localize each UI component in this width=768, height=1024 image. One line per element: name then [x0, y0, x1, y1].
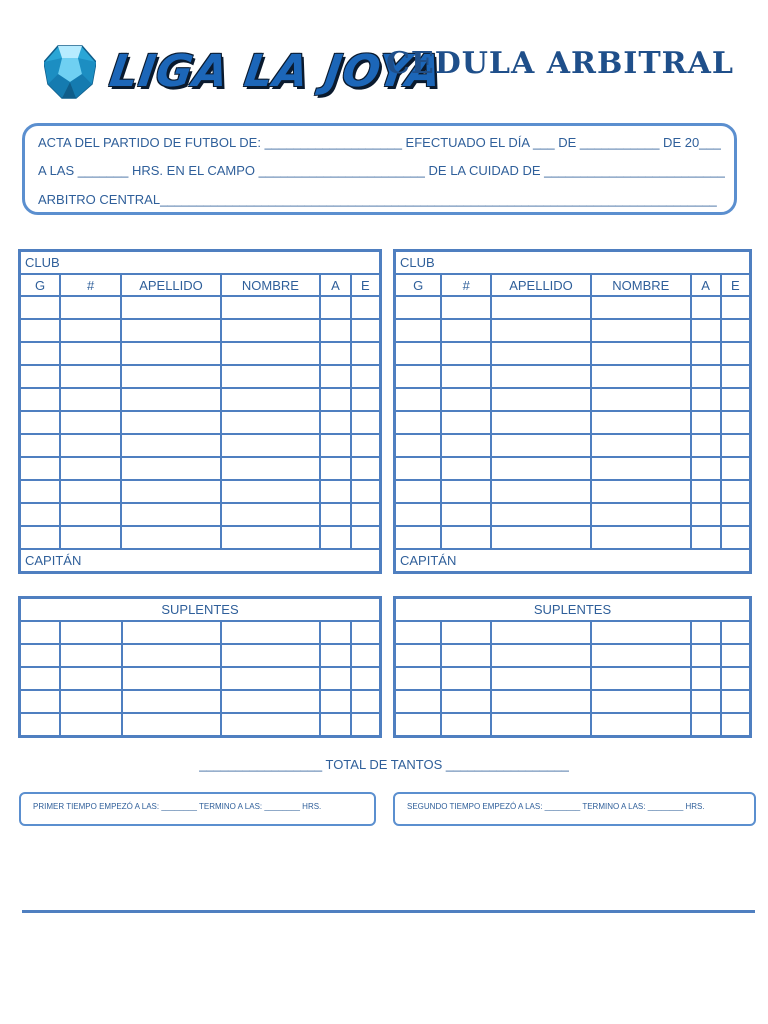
table-cell[interactable]	[320, 388, 351, 411]
table-cell[interactable]	[441, 388, 491, 411]
table-row	[395, 526, 751, 549]
table-cell[interactable]	[491, 319, 591, 342]
table-cell[interactable]	[591, 342, 691, 365]
table-cell[interactable]	[441, 434, 491, 457]
table-row	[20, 621, 381, 644]
table-cell[interactable]	[721, 667, 751, 690]
col-header-g: G	[395, 274, 442, 296]
col-header-apellido: APELLIDO	[491, 274, 591, 296]
table-cell[interactable]	[351, 480, 381, 503]
table-cell[interactable]	[691, 480, 721, 503]
table-cell[interactable]	[395, 342, 442, 365]
table-row	[20, 503, 381, 526]
table-cell[interactable]	[691, 434, 721, 457]
table-cell[interactable]	[591, 388, 691, 411]
table-row	[20, 411, 381, 434]
table-cell[interactable]	[721, 503, 751, 526]
table-cell[interactable]	[395, 526, 442, 549]
table-row	[20, 713, 381, 737]
table-cell[interactable]	[351, 434, 381, 457]
table-cell[interactable]	[395, 621, 442, 644]
table-cell[interactable]	[721, 319, 751, 342]
table-cell[interactable]	[221, 667, 320, 690]
table-cell[interactable]	[121, 319, 220, 342]
diamond-logo-icon	[44, 44, 96, 100]
table-cell[interactable]	[591, 296, 691, 319]
table-cell[interactable]	[320, 644, 351, 667]
table-cell[interactable]	[591, 644, 691, 667]
table-cell[interactable]	[320, 319, 351, 342]
table-cell[interactable]	[721, 296, 751, 319]
table-cell[interactable]	[491, 621, 591, 644]
table-cell[interactable]	[351, 713, 381, 737]
table-row	[395, 667, 751, 690]
table-cell[interactable]	[20, 644, 61, 667]
table-row	[20, 644, 381, 667]
table-cell[interactable]	[591, 667, 691, 690]
table-cell[interactable]	[320, 713, 351, 737]
table-cell[interactable]	[691, 388, 721, 411]
table-cell[interactable]	[121, 411, 220, 434]
table-cell[interactable]	[221, 713, 320, 737]
table-cell[interactable]	[591, 457, 691, 480]
table-cell[interactable]	[591, 480, 691, 503]
table-cell[interactable]	[395, 690, 442, 713]
table-cell[interactable]	[491, 365, 591, 388]
table-cell[interactable]	[121, 388, 220, 411]
table-cell[interactable]	[491, 690, 591, 713]
table-cell[interactable]	[20, 296, 61, 319]
table-cell[interactable]	[691, 667, 721, 690]
table-cell[interactable]	[441, 644, 491, 667]
table-cell[interactable]	[60, 667, 121, 690]
table-row	[395, 434, 751, 457]
table-cell[interactable]	[721, 365, 751, 388]
table-row	[395, 503, 751, 526]
table-cell[interactable]	[122, 690, 221, 713]
table-cell[interactable]	[395, 667, 442, 690]
table-cell[interactable]	[491, 644, 591, 667]
table-cell[interactable]	[122, 713, 221, 737]
table-row	[395, 319, 751, 342]
table-row	[20, 667, 381, 690]
table-cell[interactable]	[60, 526, 121, 549]
table-cell[interactable]	[395, 365, 442, 388]
table-cell[interactable]	[60, 365, 121, 388]
table-cell[interactable]	[320, 690, 351, 713]
table-cell[interactable]	[20, 667, 61, 690]
table-cell[interactable]	[691, 411, 721, 434]
table-cell[interactable]	[60, 480, 121, 503]
table-cell[interactable]	[20, 411, 61, 434]
table-cell[interactable]	[351, 365, 381, 388]
table-row	[20, 457, 381, 480]
table-cell[interactable]	[351, 690, 381, 713]
table-cell[interactable]	[691, 690, 721, 713]
table-row	[395, 457, 751, 480]
table-cell[interactable]	[320, 667, 351, 690]
table-cell[interactable]	[441, 480, 491, 503]
table-cell[interactable]	[691, 526, 721, 549]
table-cell[interactable]	[691, 644, 721, 667]
table-cell[interactable]	[320, 296, 351, 319]
signature-divider	[22, 910, 755, 913]
table-cell[interactable]	[20, 503, 61, 526]
table-cell[interactable]	[591, 526, 691, 549]
table-cell[interactable]	[20, 690, 61, 713]
table-cell[interactable]	[20, 457, 61, 480]
subs-title: SUPLENTES	[395, 598, 751, 622]
table-cell[interactable]	[121, 503, 220, 526]
table-cell[interactable]	[491, 411, 591, 434]
table-cell[interactable]	[221, 526, 320, 549]
table-cell[interactable]	[60, 434, 121, 457]
table-row	[20, 480, 381, 503]
table-cell[interactable]	[60, 644, 121, 667]
table-cell[interactable]	[351, 388, 381, 411]
col-header-number: #	[60, 274, 121, 296]
table-cell[interactable]	[221, 296, 320, 319]
table-cell[interactable]	[121, 480, 220, 503]
table-cell[interactable]	[721, 388, 751, 411]
table-cell[interactable]	[691, 713, 721, 737]
table-cell[interactable]	[351, 411, 381, 434]
table-cell[interactable]	[491, 503, 591, 526]
table-cell[interactable]	[351, 644, 381, 667]
table-cell[interactable]	[441, 342, 491, 365]
table-cell[interactable]	[20, 388, 61, 411]
table-cell[interactable]	[221, 644, 320, 667]
table-cell[interactable]	[221, 342, 320, 365]
table-row	[20, 342, 381, 365]
table-row	[395, 342, 751, 365]
table-cell[interactable]	[491, 388, 591, 411]
table-cell[interactable]	[121, 457, 220, 480]
table-cell[interactable]	[591, 713, 691, 737]
table-cell[interactable]	[60, 621, 121, 644]
table-cell[interactable]	[395, 296, 442, 319]
table-cell[interactable]	[691, 319, 721, 342]
captain-label: CAPITÁN	[395, 549, 751, 573]
table-cell[interactable]	[395, 434, 442, 457]
table-cell[interactable]	[591, 690, 691, 713]
table-cell[interactable]	[351, 503, 381, 526]
table-cell[interactable]	[591, 365, 691, 388]
table-cell[interactable]	[320, 480, 351, 503]
league-logo-text: LIGA LA JOYA	[106, 46, 446, 97]
table-row	[20, 365, 381, 388]
second-half-time-text: SEGUNDO TIEMPO EMPEZÓ A LAS: ________ TERMINO A LAS: ________ HRS.	[407, 802, 705, 811]
table-cell[interactable]	[351, 457, 381, 480]
table-cell[interactable]	[221, 690, 320, 713]
table-cell[interactable]	[121, 342, 220, 365]
table-cell[interactable]	[491, 480, 591, 503]
table-cell[interactable]	[20, 713, 61, 737]
club-label: CLUB	[395, 251, 751, 275]
table-cell[interactable]	[441, 503, 491, 526]
col-header-g: G	[20, 274, 61, 296]
table-cell[interactable]	[441, 319, 491, 342]
table-cell[interactable]	[351, 296, 381, 319]
table-cell[interactable]	[121, 434, 220, 457]
table-cell[interactable]	[221, 457, 320, 480]
col-header-nombre: NOMBRE	[221, 274, 320, 296]
table-cell[interactable]	[721, 690, 751, 713]
col-header-nombre: NOMBRE	[591, 274, 691, 296]
table-cell[interactable]	[721, 621, 751, 644]
table-cell[interactable]	[320, 342, 351, 365]
table-cell[interactable]	[122, 621, 221, 644]
table-cell[interactable]	[691, 342, 721, 365]
table-cell[interactable]	[60, 690, 121, 713]
table-cell[interactable]	[60, 388, 121, 411]
captain-label: CAPITÁN	[20, 549, 381, 573]
table-cell[interactable]	[221, 503, 320, 526]
first-half-time-text: PRIMER TIEMPO EMPEZÓ A LAS: ________ TERMINO A LAS: ________ HRS.	[33, 802, 322, 811]
second-half-time-box	[393, 792, 756, 826]
table-cell[interactable]	[491, 713, 591, 737]
table-cell[interactable]	[20, 342, 61, 365]
table-cell[interactable]	[351, 621, 381, 644]
table-row	[20, 690, 381, 713]
table-cell[interactable]	[721, 342, 751, 365]
table-cell[interactable]	[320, 434, 351, 457]
table-cell[interactable]	[351, 342, 381, 365]
match-info-line-1: ACTA DEL PARTIDO DE FUTBOL DE: ___________________ EFECTUADO EL DÍA ___ DE ___________ DE 20___	[38, 135, 721, 150]
subs-table-left	[18, 596, 382, 738]
table-row	[395, 621, 751, 644]
table-cell[interactable]	[121, 365, 220, 388]
table-cell[interactable]	[320, 365, 351, 388]
table-cell[interactable]	[691, 457, 721, 480]
table-cell[interactable]	[221, 411, 320, 434]
total-score-line: _________________ TOTAL DE TANTOS _________________	[199, 757, 569, 772]
table-row	[395, 411, 751, 434]
table-cell[interactable]	[351, 319, 381, 342]
table-cell[interactable]	[691, 296, 721, 319]
page-title: CEDULA ARBITRAL	[386, 46, 734, 81]
table-cell[interactable]	[591, 621, 691, 644]
team-table-right	[393, 249, 752, 574]
table-cell[interactable]	[351, 667, 381, 690]
table-cell[interactable]	[221, 365, 320, 388]
table-cell[interactable]	[320, 621, 351, 644]
table-row	[395, 365, 751, 388]
table-cell[interactable]	[122, 667, 221, 690]
col-header-e: E	[351, 274, 381, 296]
table-cell[interactable]	[20, 365, 61, 388]
col-header-a: A	[691, 274, 721, 296]
table-cell[interactable]	[221, 434, 320, 457]
table-row	[20, 296, 381, 319]
table-cell[interactable]	[395, 503, 442, 526]
table-row	[395, 713, 751, 737]
referee-line: ARBITRO CENTRAL_____________________________________________________________________________	[38, 192, 717, 207]
table-cell[interactable]	[20, 319, 61, 342]
table-cell[interactable]	[441, 621, 491, 644]
table-cell[interactable]	[441, 526, 491, 549]
table-cell[interactable]	[351, 526, 381, 549]
table-cell[interactable]	[691, 503, 721, 526]
table-cell[interactable]	[491, 342, 591, 365]
table-cell[interactable]	[320, 411, 351, 434]
table-cell[interactable]	[591, 434, 691, 457]
table-cell[interactable]	[395, 457, 442, 480]
table-row	[395, 296, 751, 319]
table-cell[interactable]	[441, 713, 491, 737]
table-cell[interactable]	[721, 434, 751, 457]
table-cell[interactable]	[691, 365, 721, 388]
table-row	[395, 644, 751, 667]
table-cell[interactable]	[441, 457, 491, 480]
table-cell[interactable]	[591, 503, 691, 526]
table-cell[interactable]	[121, 526, 220, 549]
table-cell[interactable]	[721, 411, 751, 434]
table-row	[20, 434, 381, 457]
table-cell[interactable]	[60, 457, 121, 480]
table-cell[interactable]	[60, 411, 121, 434]
subs-title: SUPLENTES	[20, 598, 381, 622]
table-cell[interactable]	[221, 388, 320, 411]
table-cell[interactable]	[491, 457, 591, 480]
table-cell[interactable]	[721, 457, 751, 480]
table-cell[interactable]	[591, 411, 691, 434]
table-cell[interactable]	[60, 296, 121, 319]
table-cell[interactable]	[60, 503, 121, 526]
match-info-line-2: A LAS _______ HRS. EN EL CAMPO _______________________ DE LA CUIDAD DE _________________________	[38, 163, 725, 178]
table-cell[interactable]	[721, 644, 751, 667]
subs-table-right	[393, 596, 752, 738]
team-table-left	[18, 249, 382, 574]
table-cell[interactable]	[395, 480, 442, 503]
table-cell[interactable]	[60, 342, 121, 365]
table-row	[20, 388, 381, 411]
table-row	[20, 319, 381, 342]
table-cell[interactable]	[221, 480, 320, 503]
table-cell[interactable]	[441, 667, 491, 690]
club-label: CLUB	[20, 251, 381, 275]
table-cell[interactable]	[60, 713, 121, 737]
table-cell[interactable]	[591, 319, 691, 342]
table-cell[interactable]	[395, 713, 442, 737]
table-cell[interactable]	[121, 296, 220, 319]
table-cell[interactable]	[441, 365, 491, 388]
col-header-e: E	[721, 274, 751, 296]
table-cell[interactable]	[691, 621, 721, 644]
table-cell[interactable]	[395, 388, 442, 411]
table-cell[interactable]	[441, 296, 491, 319]
table-cell[interactable]	[20, 480, 61, 503]
table-row	[395, 388, 751, 411]
table-cell[interactable]	[20, 434, 61, 457]
table-cell[interactable]	[441, 690, 491, 713]
table-cell[interactable]	[441, 411, 491, 434]
table-cell[interactable]	[491, 526, 591, 549]
table-cell[interactable]	[122, 644, 221, 667]
table-cell[interactable]	[320, 457, 351, 480]
col-header-apellido: APELLIDO	[121, 274, 220, 296]
table-cell[interactable]	[221, 621, 320, 644]
table-cell[interactable]	[721, 480, 751, 503]
first-half-time-box	[19, 792, 376, 826]
table-cell[interactable]	[20, 621, 61, 644]
table-row	[395, 690, 751, 713]
col-header-a: A	[320, 274, 351, 296]
table-cell[interactable]	[721, 526, 751, 549]
table-cell[interactable]	[721, 713, 751, 737]
table-cell[interactable]	[395, 644, 442, 667]
table-cell[interactable]	[491, 296, 591, 319]
table-cell[interactable]	[320, 503, 351, 526]
table-cell[interactable]	[320, 526, 351, 549]
table-cell[interactable]	[60, 319, 121, 342]
table-row	[395, 480, 751, 503]
table-row	[20, 526, 381, 549]
table-cell[interactable]	[395, 319, 442, 342]
table-cell[interactable]	[221, 319, 320, 342]
table-cell[interactable]	[395, 411, 442, 434]
col-header-number: #	[441, 274, 491, 296]
table-cell[interactable]	[20, 526, 61, 549]
table-cell[interactable]	[491, 434, 591, 457]
table-cell[interactable]	[491, 667, 591, 690]
